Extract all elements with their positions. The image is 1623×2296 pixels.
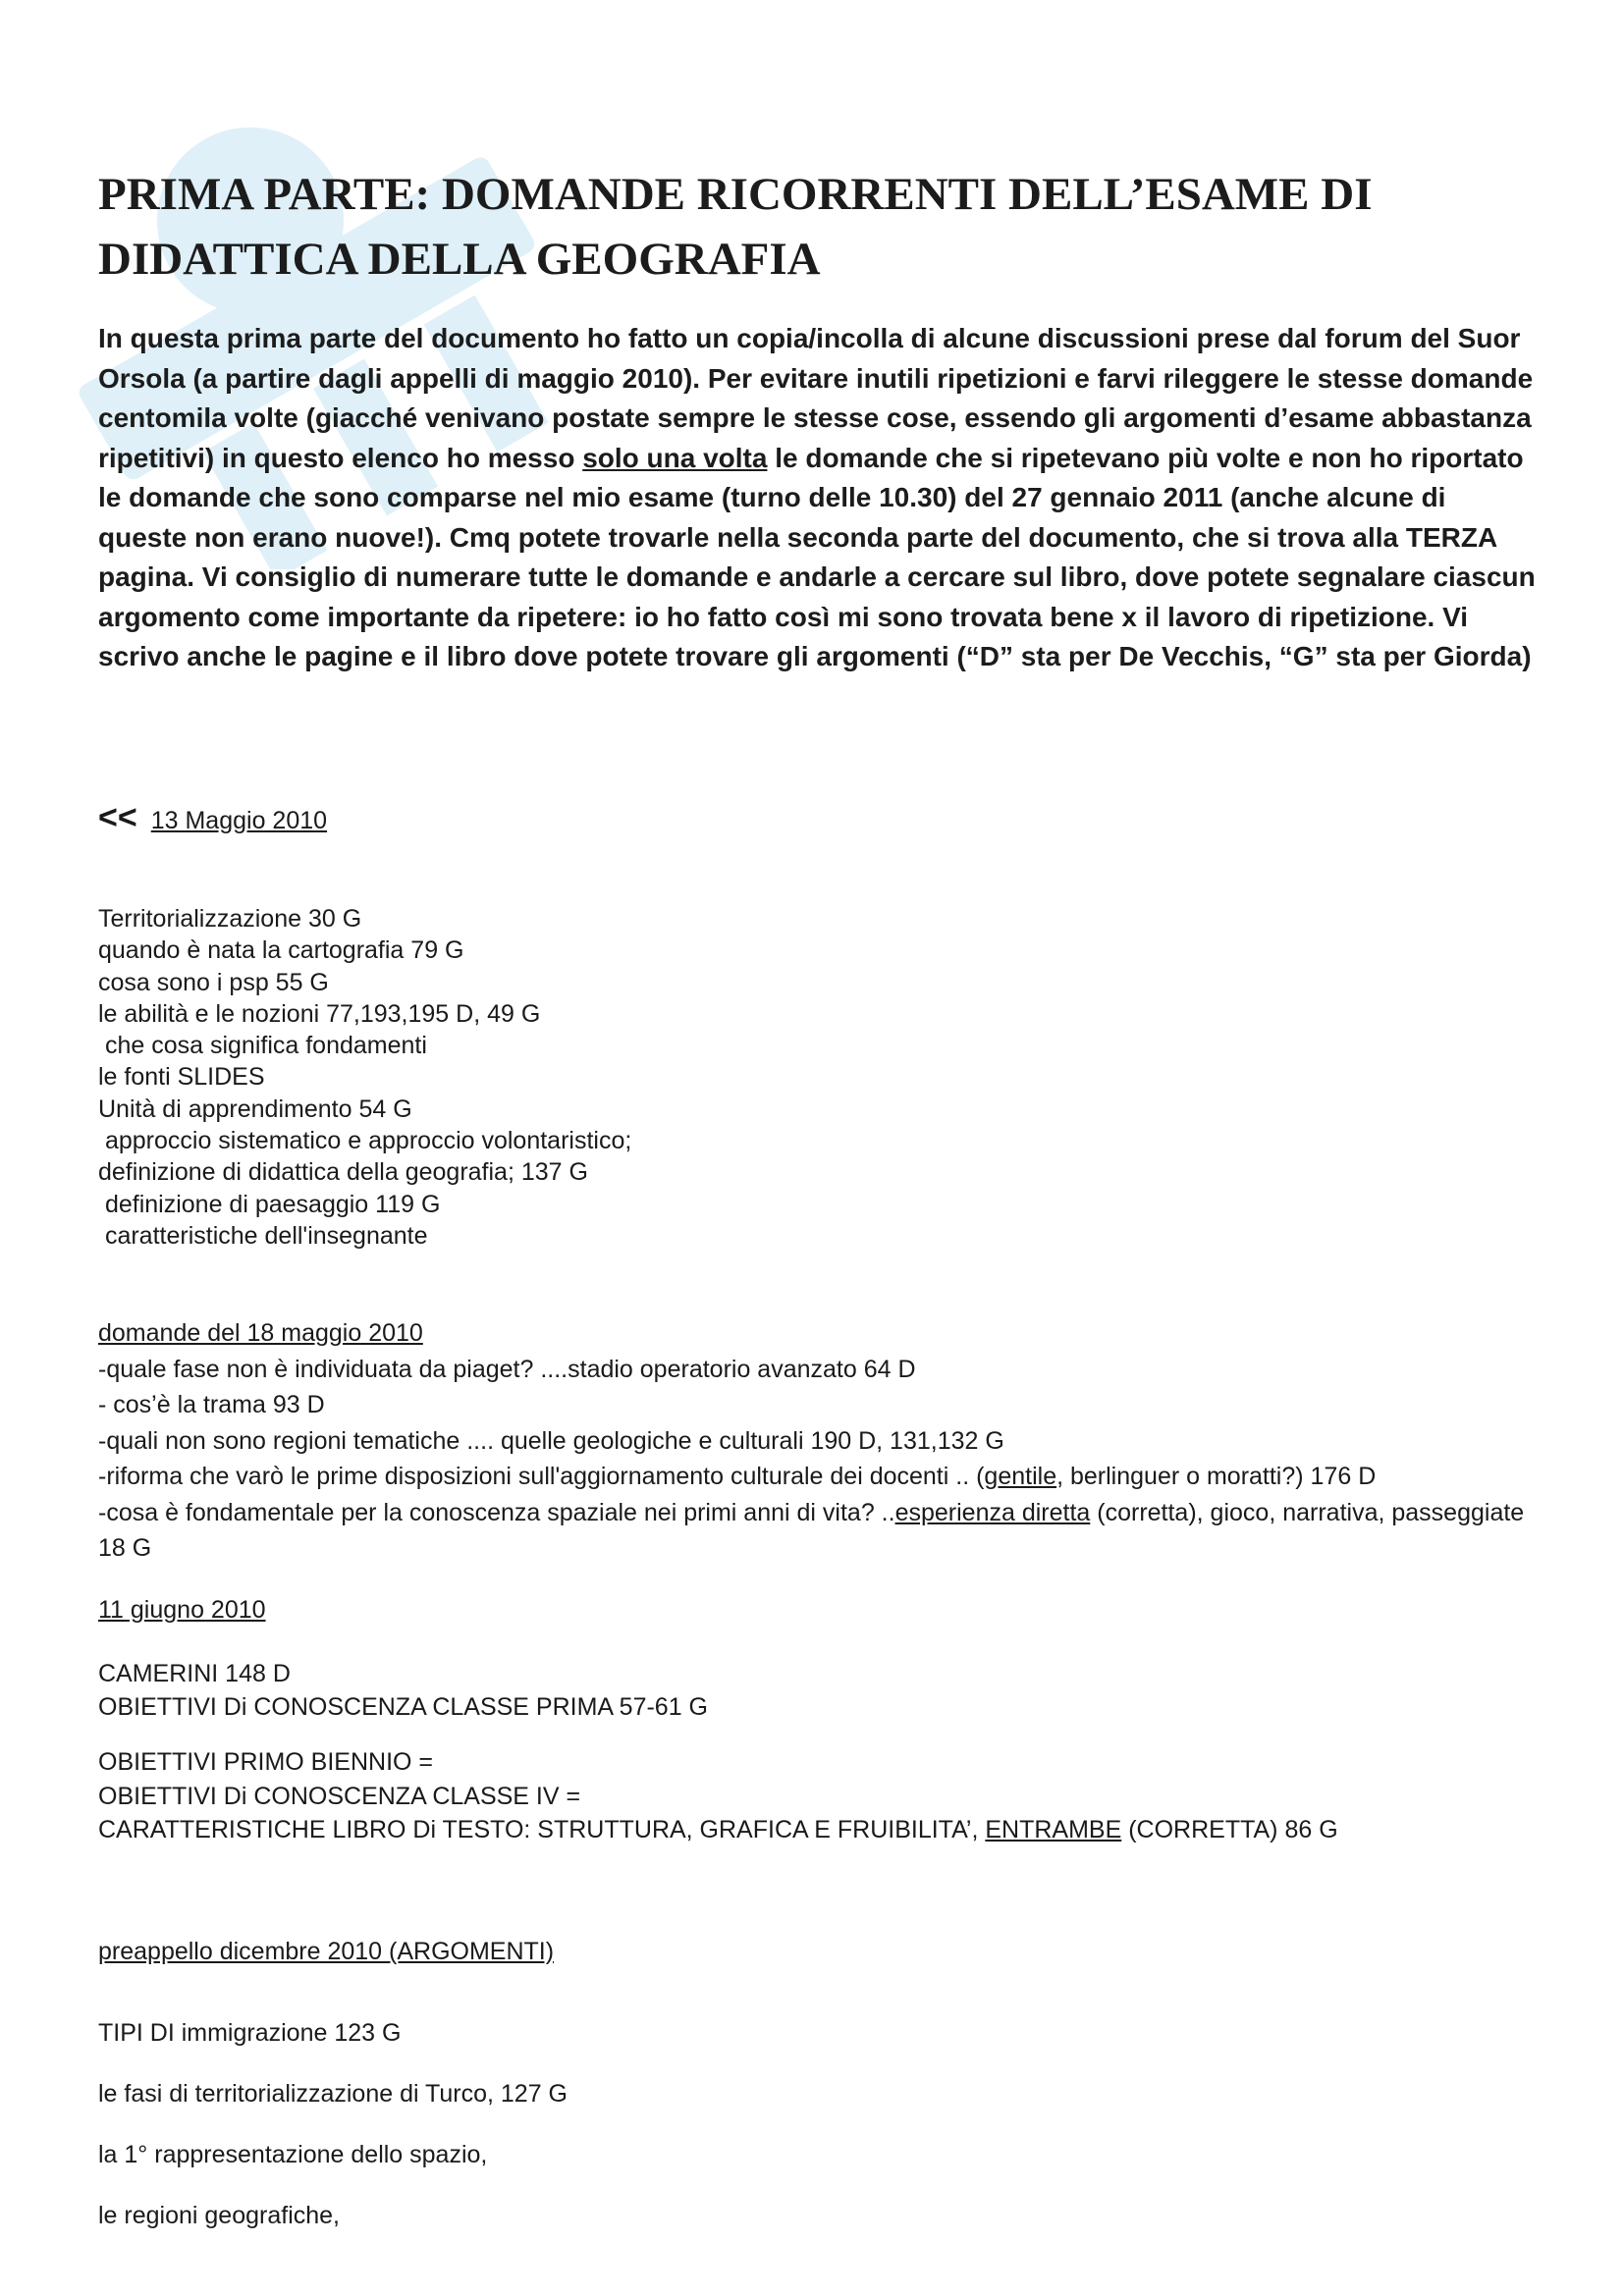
list-item: [98, 1459, 1551, 1495]
line5-text-b: (corretta), gioco, narrativa, passeggiate 18 G: [98, 1498, 1525, 1562]
list-item: la 1° rappresentazione dello spazio,: [98, 2141, 488, 2168]
list-item: le regioni geografiche,: [98, 2202, 340, 2229]
list-item: OBIETTIVI PRIMO BIENNIO =: [98, 1748, 434, 1776]
section3-list-a: [98, 1657, 708, 1724]
section1-date: 13 Maggio 2010: [150, 807, 328, 834]
line4-text-a: -riforma che varò le prime disposizioni sull'aggiornamento culturale dei docenti .. (: [98, 1463, 985, 1490]
list-item: le abilità e le nozioni 77,193,195 D, 49 G: [98, 999, 541, 1028]
line5-text-a: -cosa è fondamentale per la conoscenza spaziale nei primi anni di vita? ..: [98, 1498, 895, 1526]
last-underlined: ENTRAMBE: [985, 1816, 1122, 1843]
list-item: Territorializzazione 30 G: [98, 905, 362, 933]
list-item: -quale fase non è individuata da piaget? ....stadio operatorio avanzato 64 D: [98, 1355, 916, 1383]
section4-heading: preappello dicembre 2010 (ARGOMENTI): [98, 1938, 555, 1965]
list-item: le fasi di territorializzazione di Turco, 127 G: [98, 2080, 568, 2108]
intro-text-part2: le domande che si ripetevano più volte e non ho riportato le domande che sono comparse nel mio esame (turno delle 10.30) del 27 gennaio 2011 (anche alcune di queste non erano nuove!). Cmq potete trovarle nella seconda parte del documento, che si trova alla TERZA pagina. Vi consiglio di numerare tutte le domande e andarle a cercare sul libro, dove potete segnalare ciascun argomento come importante da ripetere: io ho fatto così mi sono trovata bene x il lavoro di ripetizione. Vi scrivo anche le pagine e il libro dove potete trovare gli argomenti (“D” sta per De Vecchis, “G” sta per Giorda): [98, 442, 1536, 671]
last-text-a: CARATTERISTICHE LIBRO Di TESTO: STRUTTURA, GRAFICA E FRUIBILITA’,: [98, 1816, 986, 1843]
list-item: cosa sono i psp 55 G: [98, 968, 329, 996]
section1-date-heading: [98, 800, 327, 838]
section2-question-list: [98, 1352, 1551, 1567]
list-item: definizione di didattica della geografia; 137 G: [98, 1158, 588, 1187]
list-item: le fonti SLIDES: [98, 1063, 265, 1092]
list-item: Unità di apprendimento 54 G: [98, 1095, 412, 1123]
section4-list: [98, 2002, 568, 2246]
section2-heading: domande del 18 maggio 2010: [98, 1319, 423, 1347]
last-text-b: (CORRETTA) 86 G: [1121, 1816, 1338, 1843]
list-item: CAMERINI 148 D: [98, 1660, 291, 1687]
line4-underlined: gentile: [984, 1463, 1057, 1490]
section3-list-b: [98, 1745, 1338, 1847]
list-item: [98, 1495, 1551, 1567]
list-item: approccio sistematico e approccio volontaristico;: [98, 1127, 632, 1155]
list-item: -quali non sono regioni tematiche .... quelle geologiche e culturali 190 D, 131,132 G: [98, 1426, 1004, 1455]
list-item: [98, 1813, 1338, 1847]
list-item: definizione di paesaggio 119 G: [98, 1190, 441, 1218]
intro-underlined-text: solo una volta: [582, 442, 768, 473]
list-item: che cosa significa fondamenti: [98, 1032, 427, 1060]
section3-heading: 11 giugno 2010: [98, 1596, 266, 1624]
intro-paragraph: [98, 319, 1542, 677]
list-item: OBIETTIVI Di CONOSCENZA CLASSE IV =: [98, 1782, 581, 1810]
back-arrows-icon: <<: [98, 799, 137, 836]
line5-underlined: esperienza diretta: [894, 1498, 1091, 1526]
list-item: quando è nata la cartografia 79 G: [98, 936, 464, 965]
section2: [98, 1315, 1551, 1567]
list-item: - cos’è la trama 93 D: [98, 1391, 325, 1418]
intro-text-part1: In questa prima parte del documento ho fatto un copia/incolla di alcune discussioni prese dal forum del Suor Orsola (a partire dagli appelli di maggio 2010). Per evitare inutili ripetizioni e farvi rileggere le stesse domande centomila volte (giacché venivano postate sempre le stesse cose, essendo gli argomenti d’esame abbastanza ripetitivi) in questo elenco ho messo: [98, 323, 1534, 473]
list-item: caratteristiche dell'insegnante: [98, 1221, 428, 1250]
line4-text-b: , berlinguer o moratti?) 176 D: [1056, 1463, 1377, 1490]
list-item: OBIETTIVI Di CONOSCENZA CLASSE PRIMA 57-61 G: [98, 1693, 708, 1721]
list-item: TIPI DI immigrazione 123 G: [98, 2019, 402, 2047]
section1-question-list: [98, 903, 631, 1252]
page-title: PRIMA PARTE: DOMANDE RICORRENTI DELL’ESAME DI DIDATTICA DELLA GEOGRAFIA: [98, 169, 1373, 285]
